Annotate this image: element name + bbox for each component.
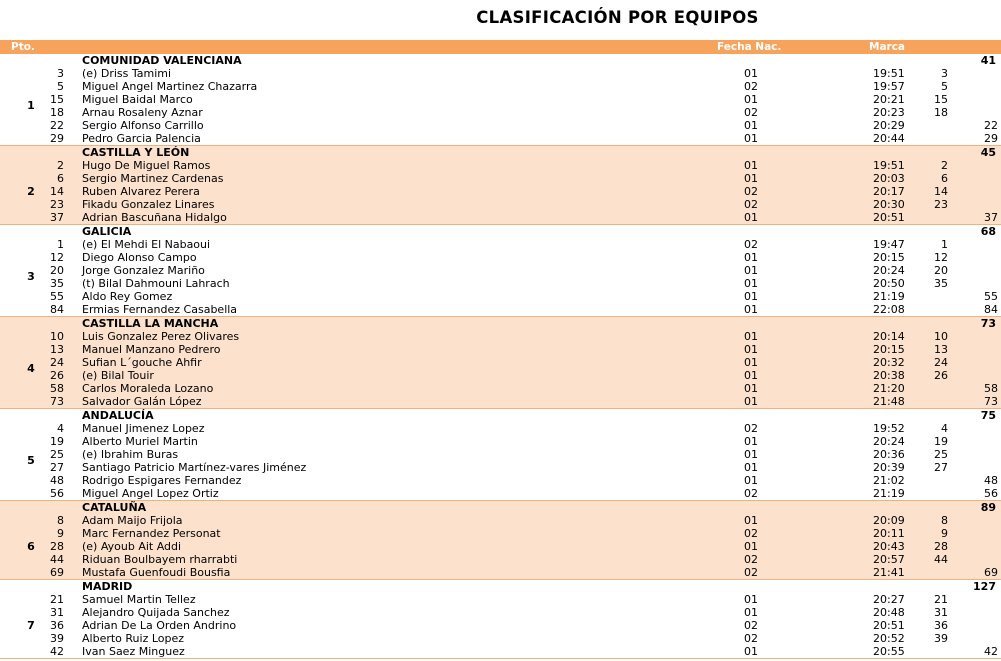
athlete-birth: 01	[744, 395, 758, 408]
athlete-row	[0, 566, 1001, 579]
athlete-birth: 02	[744, 527, 758, 540]
athlete-birth: 02	[744, 632, 758, 645]
team-header-row	[0, 409, 1001, 422]
team-block	[0, 501, 1001, 580]
athlete-dorsal: 1	[57, 238, 64, 251]
athlete-dorsal: 39	[50, 632, 64, 645]
team-block	[0, 580, 1001, 659]
athlete-mark: 21:48	[873, 395, 905, 408]
team-header-row	[0, 54, 1001, 67]
athlete-mark: 21:19	[873, 290, 905, 303]
athlete-dorsal: 9	[57, 527, 64, 540]
athlete-birth: 01	[744, 119, 758, 132]
athlete-mark: 21:02	[873, 474, 905, 487]
header-mark: Marca	[869, 41, 906, 53]
athlete-score: 55	[984, 290, 998, 303]
athlete-birth: 01	[744, 540, 758, 553]
athlete-name: Manuel Manzano Pedrero	[82, 343, 221, 356]
athlete-birth: 02	[744, 619, 758, 632]
athlete-place: 27	[934, 461, 948, 474]
athlete-birth: 01	[744, 67, 758, 80]
athlete-mark: 20:21	[873, 93, 905, 106]
team-name: MADRID	[82, 580, 133, 593]
athlete-birth: 02	[744, 487, 758, 500]
athlete-place: 26	[934, 369, 948, 382]
athlete-dorsal: 44	[50, 553, 64, 566]
athlete-row	[0, 172, 1001, 185]
athlete-birth: 01	[744, 369, 758, 382]
athlete-mark: 20:51	[873, 211, 905, 224]
athlete-birth: 01	[744, 461, 758, 474]
athlete-dorsal: 29	[50, 132, 64, 145]
athlete-dorsal: 23	[50, 198, 64, 211]
athlete-place: 35	[934, 277, 948, 290]
athlete-birth: 02	[744, 553, 758, 566]
athlete-row	[0, 553, 1001, 566]
athlete-name: Sergio Martinez Cardenas	[82, 172, 224, 185]
athlete-dorsal: 58	[50, 382, 64, 395]
athlete-birth: 01	[744, 303, 758, 316]
athlete-birth: 01	[744, 211, 758, 224]
team-header-row	[0, 225, 1001, 238]
athlete-name: (e) El Mehdi El Nabaoui	[82, 238, 211, 251]
athlete-birth: 01	[744, 474, 758, 487]
athlete-row	[0, 251, 1001, 264]
athlete-place: 2	[941, 159, 948, 172]
athlete-birth: 01	[744, 593, 758, 606]
athlete-place: 19	[934, 435, 948, 448]
athlete-score: 73	[984, 395, 998, 408]
athlete-name: Santiago Patricio Martínez-vares Jiménez	[82, 461, 307, 474]
athlete-name: Sergio Alfonso Carrillo	[82, 119, 204, 132]
athlete-name: Manuel Jimenez Lopez	[82, 422, 205, 435]
athlete-mark: 20:24	[873, 264, 905, 277]
athlete-name: Marc Fernandez Personat	[82, 527, 221, 540]
athlete-name: Ermias Fernandez Casabella	[82, 303, 238, 316]
athlete-dorsal: 31	[50, 606, 64, 619]
athlete-name: (e) Ayoub Ait Addi	[82, 540, 182, 553]
athlete-place: 28	[934, 540, 948, 553]
athlete-place: 8	[941, 514, 948, 527]
team-total: 89	[980, 501, 996, 514]
athlete-dorsal: 84	[50, 303, 64, 316]
athlete-mark: 19:47	[873, 238, 905, 251]
athlete-row	[0, 422, 1001, 435]
athlete-dorsal: 8	[57, 514, 64, 527]
athlete-score: 42	[984, 645, 998, 658]
team-position: 7	[27, 619, 35, 632]
team-name: ANDALUCÍA	[82, 409, 154, 422]
athlete-dorsal: 12	[50, 251, 64, 264]
athlete-dorsal: 24	[50, 356, 64, 369]
athlete-mark: 20:23	[873, 106, 905, 119]
team-total: 45	[980, 146, 996, 159]
team-block	[0, 225, 1001, 317]
header-birth: Fecha Nac.	[717, 41, 782, 53]
athlete-name: Rodrigo Espigares Fernandez	[82, 474, 242, 487]
athlete-row	[0, 132, 1001, 145]
athlete-mark: 20:14	[873, 330, 905, 343]
athlete-birth: 02	[744, 566, 758, 579]
athlete-mark: 20:43	[873, 540, 905, 553]
athlete-birth: 01	[744, 343, 758, 356]
athlete-score: 56	[984, 487, 998, 500]
athlete-dorsal: 28	[50, 540, 64, 553]
athlete-place: 14	[934, 185, 948, 198]
athlete-row	[0, 277, 1001, 290]
team-total: 41	[980, 54, 996, 67]
athlete-name: Hugo De Miguel Ramos	[82, 159, 211, 172]
athlete-mark: 20:36	[873, 448, 905, 461]
athlete-mark: 20:55	[873, 645, 905, 658]
athlete-birth: 01	[744, 514, 758, 527]
athlete-mark: 20:29	[873, 119, 905, 132]
team-header-row	[0, 501, 1001, 514]
athlete-birth: 01	[744, 435, 758, 448]
team-header-row	[0, 580, 1001, 593]
athlete-dorsal: 27	[50, 461, 64, 474]
athlete-row	[0, 93, 1001, 106]
athlete-birth: 01	[744, 251, 758, 264]
athlete-place: 13	[934, 343, 948, 356]
athlete-mark: 20:57	[873, 553, 905, 566]
athlete-birth: 02	[744, 80, 758, 93]
athlete-mark: 20:30	[873, 198, 905, 211]
athlete-dorsal: 20	[50, 264, 64, 277]
athlete-score: 22	[984, 119, 998, 132]
athlete-name: Miguel Baidal Marco	[82, 93, 193, 106]
athlete-place: 5	[941, 80, 948, 93]
team-name: CASTILLA LA MANCHA	[82, 317, 219, 330]
athlete-name: Aldo Rey Gomez	[82, 290, 173, 303]
athlete-dorsal: 42	[50, 645, 64, 658]
athlete-mark: 21:20	[873, 382, 905, 395]
athlete-name: Arnau Rosaleny Aznar	[82, 106, 203, 119]
athlete-dorsal: 19	[50, 435, 64, 448]
athlete-birth: 02	[744, 422, 758, 435]
athlete-birth: 02	[744, 198, 758, 211]
athlete-place: 3	[941, 67, 948, 80]
athlete-mark: 20:15	[873, 343, 905, 356]
athlete-dorsal: 69	[50, 566, 64, 579]
athlete-row	[0, 382, 1001, 395]
athlete-dorsal: 5	[57, 80, 64, 93]
athlete-mark: 20:17	[873, 185, 905, 198]
athlete-birth: 01	[744, 448, 758, 461]
athlete-dorsal: 22	[50, 119, 64, 132]
athlete-row	[0, 395, 1001, 408]
team-position: 1	[27, 99, 35, 112]
athlete-place: 31	[934, 606, 948, 619]
team-total: 68	[980, 225, 996, 238]
athlete-name: Luis Gonzalez Perez Olivares	[82, 330, 240, 343]
athlete-dorsal: 36	[50, 619, 64, 632]
athlete-place: 24	[934, 356, 948, 369]
athlete-row	[0, 119, 1001, 132]
athlete-score: 69	[984, 566, 998, 579]
athlete-birth: 01	[744, 290, 758, 303]
athlete-dorsal: 55	[50, 290, 64, 303]
athlete-name: Carlos Moraleda Lozano	[82, 382, 214, 395]
athlete-place: 39	[934, 632, 948, 645]
athlete-score: 84	[984, 303, 998, 316]
athlete-row	[0, 632, 1001, 645]
athlete-mark: 20:15	[873, 251, 905, 264]
athlete-name: Adrian Bascuñana Hidalgo	[82, 211, 227, 224]
athlete-mark: 20:50	[873, 277, 905, 290]
athlete-birth: 01	[744, 382, 758, 395]
athlete-dorsal: 6	[57, 172, 64, 185]
team-position: 2	[27, 185, 35, 198]
athlete-mark: 20:51	[873, 619, 905, 632]
athlete-mark: 21:41	[873, 566, 905, 579]
athlete-birth: 02	[744, 185, 758, 198]
teams-list	[0, 54, 1001, 659]
athlete-birth: 01	[744, 606, 758, 619]
athlete-row	[0, 540, 1001, 553]
athlete-row	[0, 67, 1001, 80]
athlete-dorsal: 13	[50, 343, 64, 356]
athlete-place: 36	[934, 619, 948, 632]
athlete-mark: 20:38	[873, 369, 905, 382]
athlete-dorsal: 73	[50, 395, 64, 408]
athlete-row	[0, 303, 1001, 316]
athlete-place: 23	[934, 198, 948, 211]
athlete-birth: 01	[744, 330, 758, 343]
athlete-name: Sufian L´gouche Ahfir	[82, 356, 202, 369]
athlete-name: Ruben Alvarez Perera	[82, 185, 200, 198]
athlete-place: 21	[934, 593, 948, 606]
team-total: 127	[973, 580, 996, 593]
team-header-row	[0, 317, 1001, 330]
athlete-name: Mustafa Guenfoudi Bousfia	[82, 566, 231, 579]
athlete-row	[0, 159, 1001, 172]
athlete-place: 9	[941, 527, 948, 540]
athlete-mark: 20:44	[873, 132, 905, 145]
athlete-name: Riduan Boulbayem rharrabti	[82, 553, 238, 566]
athlete-birth: 02	[744, 238, 758, 251]
athlete-place: 44	[934, 553, 948, 566]
athlete-name: Pedro Garcia Palencia	[82, 132, 201, 145]
athlete-place: 12	[934, 251, 948, 264]
athlete-row	[0, 593, 1001, 606]
athlete-row	[0, 448, 1001, 461]
athlete-place: 15	[934, 93, 948, 106]
athlete-mark: 19:51	[873, 67, 905, 80]
athlete-mark: 22:08	[873, 303, 905, 316]
athlete-dorsal: 48	[50, 474, 64, 487]
athlete-score: 37	[984, 211, 998, 224]
athlete-name: (e) Driss Tamimi	[82, 67, 172, 80]
athlete-row	[0, 527, 1001, 540]
athlete-name: Miguel Angel Lopez Ortiz	[82, 487, 219, 500]
athlete-place: 1	[941, 238, 948, 251]
team-total: 73	[980, 317, 996, 330]
athlete-mark: 20:52	[873, 632, 905, 645]
athlete-row	[0, 290, 1001, 303]
athlete-row	[0, 606, 1001, 619]
athlete-score: 58	[984, 382, 998, 395]
athlete-name: Samuel Martin Tellez	[82, 593, 196, 606]
athlete-mark: 20:39	[873, 461, 905, 474]
team-total: 75	[980, 409, 996, 422]
athlete-name: (t) Bilal Dahmouni Lahrach	[82, 277, 230, 290]
athlete-place: 20	[934, 264, 948, 277]
athlete-mark: 20:09	[873, 514, 905, 527]
athlete-birth: 01	[744, 356, 758, 369]
athlete-place: 4	[941, 422, 948, 435]
team-name: GALICIA	[82, 225, 132, 238]
team-name: CATALUÑA	[82, 501, 147, 514]
team-block	[0, 54, 1001, 146]
athlete-dorsal: 14	[50, 185, 64, 198]
athlete-name: Salvador Galán López	[82, 395, 202, 408]
athlete-birth: 01	[744, 277, 758, 290]
athlete-name: Fikadu Gonzalez Linares	[82, 198, 215, 211]
athlete-mark: 20:03	[873, 172, 905, 185]
athlete-birth: 01	[744, 93, 758, 106]
athlete-name: Alberto Ruiz Lopez	[82, 632, 185, 645]
team-block	[0, 409, 1001, 501]
team-position: 3	[27, 270, 35, 283]
team-name: COMUNIDAD VALENCIANA	[82, 54, 242, 67]
athlete-birth: 01	[744, 645, 758, 658]
team-position: 4	[27, 362, 35, 375]
athlete-name: Jorge Gonzalez Mariño	[82, 264, 205, 277]
athlete-name: Alejandro Quijada Sanchez	[82, 606, 230, 619]
team-header-row	[0, 146, 1001, 159]
team-position: 6	[27, 540, 35, 553]
athlete-dorsal: 26	[50, 369, 64, 382]
header-pos: Pto.	[11, 41, 35, 53]
athlete-mark: 21:19	[873, 487, 905, 500]
athlete-mark: 20:48	[873, 606, 905, 619]
athlete-row	[0, 80, 1001, 93]
athlete-row	[0, 369, 1001, 382]
athlete-birth: 01	[744, 132, 758, 145]
athlete-row	[0, 487, 1001, 500]
athlete-row	[0, 106, 1001, 119]
team-name: CASTILLA Y LEÓN	[82, 146, 190, 159]
athlete-row	[0, 645, 1001, 658]
athlete-place: 6	[941, 172, 948, 185]
athlete-mark: 19:51	[873, 159, 905, 172]
athlete-score: 48	[984, 474, 998, 487]
athlete-mark: 20:24	[873, 435, 905, 448]
classification-table	[0, 40, 1001, 659]
athlete-mark: 20:32	[873, 356, 905, 369]
athlete-row	[0, 356, 1001, 369]
athlete-dorsal: 21	[50, 593, 64, 606]
athlete-row	[0, 198, 1001, 211]
athlete-dorsal: 56	[50, 487, 64, 500]
athlete-dorsal: 25	[50, 448, 64, 461]
athlete-mark: 20:11	[873, 527, 905, 540]
athlete-dorsal: 15	[50, 93, 64, 106]
athlete-place: 18	[934, 106, 948, 119]
athlete-row	[0, 461, 1001, 474]
athlete-birth: 01	[744, 172, 758, 185]
athlete-score: 29	[984, 132, 998, 145]
athlete-name: (e) Ibrahim Buras	[82, 448, 179, 461]
athlete-dorsal: 35	[50, 277, 64, 290]
athlete-row	[0, 238, 1001, 251]
athlete-row	[0, 474, 1001, 487]
athlete-row	[0, 343, 1001, 356]
athlete-row	[0, 211, 1001, 224]
athlete-mark: 20:27	[873, 593, 905, 606]
athlete-name: Ivan Saez Minguez	[82, 645, 185, 658]
athlete-row	[0, 514, 1001, 527]
athlete-dorsal: 3	[57, 67, 64, 80]
athlete-dorsal: 4	[57, 422, 64, 435]
athlete-name: Miguel Angel Martinez Chazarra	[82, 80, 258, 93]
athlete-dorsal: 37	[50, 211, 64, 224]
athlete-birth: 02	[744, 106, 758, 119]
athlete-mark: 19:57	[873, 80, 905, 93]
athlete-name: Alberto Muriel Martin	[82, 435, 198, 448]
athlete-place: 10	[934, 330, 948, 343]
athlete-name: (e) Bilal Touir	[82, 369, 154, 382]
page-title: CLASIFICACIÓN POR EQUIPOS	[476, 8, 759, 27]
team-block	[0, 317, 1001, 409]
athlete-row	[0, 264, 1001, 277]
athlete-row	[0, 185, 1001, 198]
athlete-row	[0, 330, 1001, 343]
team-position: 5	[27, 454, 35, 467]
table-header	[0, 40, 1001, 54]
athlete-name: Diego Alonso Campo	[82, 251, 197, 264]
athlete-birth: 01	[744, 159, 758, 172]
athlete-dorsal: 2	[57, 159, 64, 172]
athlete-row	[0, 619, 1001, 632]
athlete-name: Adam Maijo Frijola	[82, 514, 183, 527]
athlete-row	[0, 435, 1001, 448]
athlete-name: Adrian De La Orden Andrino	[82, 619, 237, 632]
athlete-birth: 01	[744, 264, 758, 277]
athlete-place: 25	[934, 448, 948, 461]
team-block	[0, 146, 1001, 225]
athlete-dorsal: 10	[50, 330, 64, 343]
athlete-mark: 19:52	[873, 422, 905, 435]
athlete-dorsal: 18	[50, 106, 64, 119]
